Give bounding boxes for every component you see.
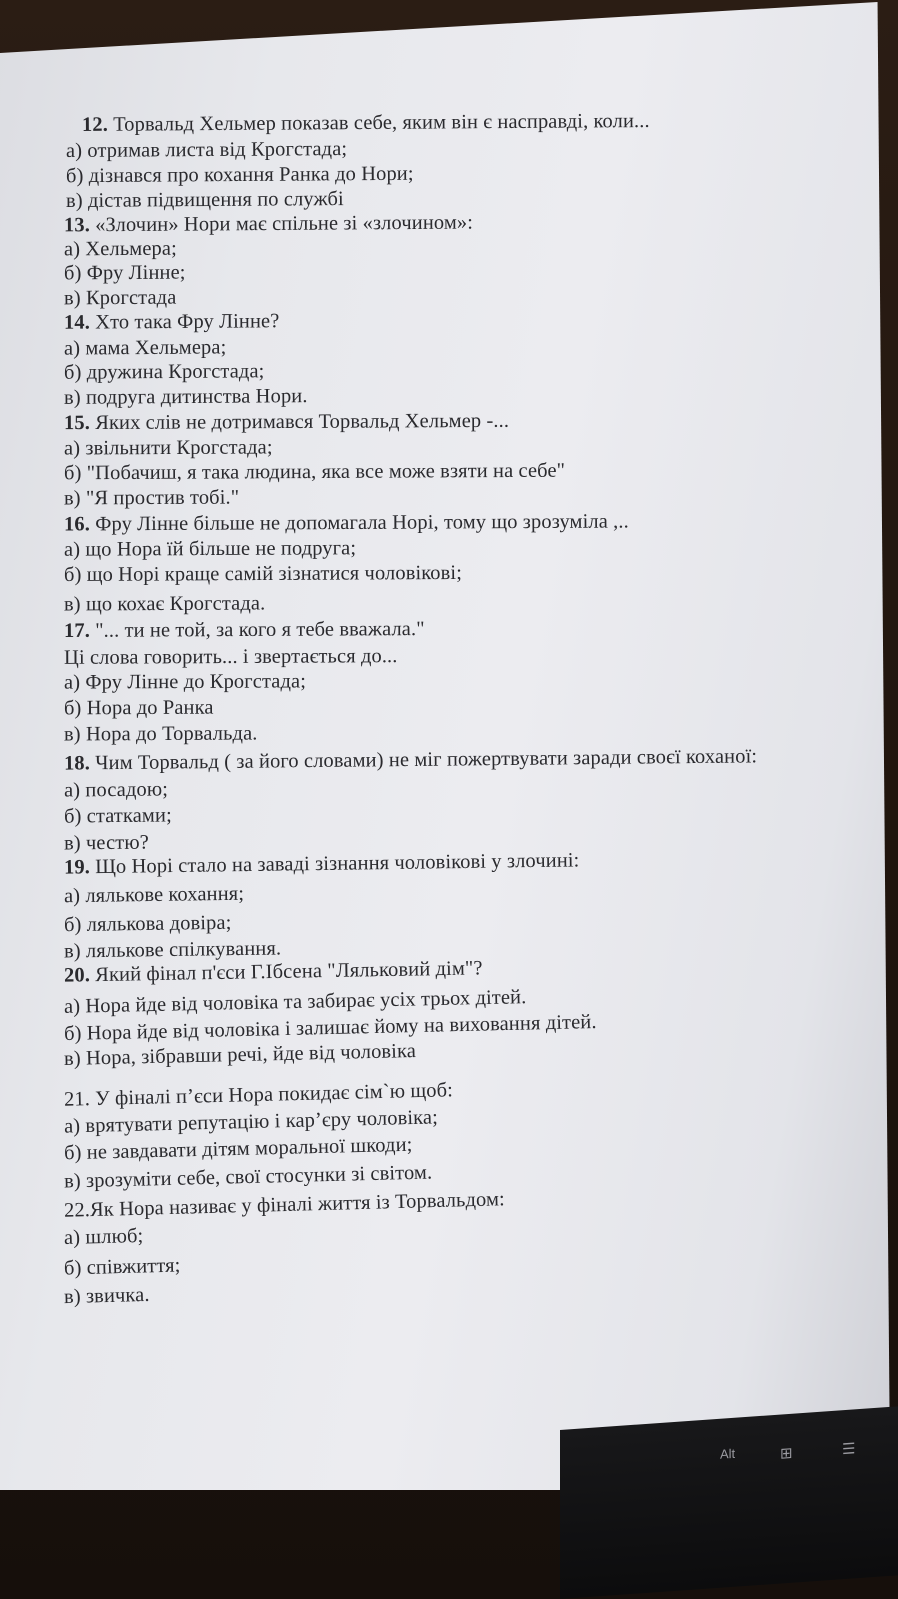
line-text: в) подруга дитинства Нори. bbox=[63, 385, 308, 409]
answer-line bbox=[64, 1253, 181, 1280]
line-text: в) Нора, зібравши речі, йде від чоловіка bbox=[63, 1040, 417, 1070]
answer-line bbox=[64, 803, 172, 828]
question-line bbox=[64, 211, 473, 238]
line-text: б) співжиття; bbox=[63, 1254, 181, 1280]
answer-line bbox=[64, 644, 398, 670]
answer-line bbox=[64, 237, 177, 262]
line-text: "... ти не той, за кого я тебе вважала." bbox=[89, 618, 425, 642]
line-text: б) Нора йде від чоловіка і залишає йому на виховання дітей. bbox=[63, 1010, 597, 1046]
answer-line bbox=[64, 591, 265, 616]
answer-line bbox=[64, 1133, 413, 1166]
line-text: а) що Нора їй більше не подруга; bbox=[63, 537, 357, 561]
line-text: а) отримав листа від Крогстада; bbox=[65, 138, 348, 162]
question-number: 17. bbox=[63, 619, 90, 642]
line-text: а) шлюб; bbox=[63, 1224, 144, 1250]
line-text: 21. У фіналі п’єси Нора покидає сім`ю щоб: bbox=[63, 1079, 454, 1111]
alt-key-label: Alt bbox=[720, 1445, 736, 1462]
question-number: 15. bbox=[63, 412, 90, 435]
line-text: в) Нора до Торвальда. bbox=[63, 722, 258, 746]
line-text: б) статками; bbox=[63, 804, 172, 828]
line-text: Який фінал п'єси Г.Ібсена "Ляльковий дім"? bbox=[89, 957, 483, 987]
line-text: в) звичка. bbox=[63, 1283, 150, 1309]
line-text: а) врятувати репутацію і кар’єру чоловіка; bbox=[63, 1106, 439, 1138]
menu-key-icon: ☰ bbox=[842, 1440, 856, 1459]
answer-line bbox=[64, 561, 462, 587]
answer-line bbox=[64, 261, 186, 286]
line-text: 22.Як Нора називає у фіналі життя із Торвальдом: bbox=[63, 1188, 506, 1222]
question-number: 12. bbox=[81, 113, 109, 136]
line-text: Що Норі стало на заваді зізнання чоловікові у злочині: bbox=[89, 849, 580, 879]
line-text: Чим Торвальд ( за його словами) не міг пожертвувати заради своєї коханої: bbox=[89, 745, 758, 775]
line-text: Ці слова говорить... і звертається до... bbox=[63, 645, 398, 669]
line-text: б) дружина Крогстада; bbox=[63, 360, 265, 384]
line-text: а) лялькове кохання; bbox=[63, 882, 245, 908]
line-text: б) що Норі краще самій зізнатися чоловікові; bbox=[63, 561, 463, 587]
answer-line bbox=[64, 486, 239, 511]
line-text: а) Фру Лінне до Крогстада; bbox=[63, 670, 307, 694]
answer-line bbox=[64, 335, 227, 360]
line-text: Хто така Фру Лінне? bbox=[89, 310, 280, 334]
answer-line bbox=[64, 1224, 144, 1250]
line-text: б) не завдавати дітям моральної шкоди; bbox=[63, 1133, 413, 1165]
line-text: Фру Лінне більше не допомагала Норі, тому що зрозуміла ,.. bbox=[89, 510, 629, 536]
line-text: а) Хельмера; bbox=[63, 237, 177, 261]
question-line bbox=[82, 109, 650, 137]
answer-line bbox=[66, 162, 414, 188]
line-text: в) лялькове спілкування. bbox=[63, 937, 282, 963]
line-text: в) "Я простив тобі." bbox=[63, 486, 240, 510]
answer-line bbox=[64, 359, 265, 384]
question-line bbox=[64, 309, 280, 335]
answer-line bbox=[64, 536, 356, 562]
line-text: Торвальд Хельмер показав себе, яким він є насправді, коли... bbox=[107, 110, 650, 136]
line-text: в) дістав підвищення по службі bbox=[65, 188, 344, 212]
question-line bbox=[64, 409, 509, 435]
answer-line bbox=[66, 137, 347, 163]
answer-line bbox=[64, 1283, 150, 1309]
line-text: б) дізнався про кохання Ранка до Нори; bbox=[65, 162, 414, 188]
answer-line bbox=[64, 882, 244, 909]
answer-line bbox=[64, 696, 214, 721]
line-text: б) "Побачиш, я така людина, яка все може взяти на себе" bbox=[63, 459, 566, 485]
line-text: а) мама Хельмера; bbox=[63, 336, 227, 360]
question-number: 14. bbox=[63, 311, 91, 334]
line-text: б) лялькова довіра; bbox=[63, 911, 232, 937]
answer-line bbox=[64, 384, 308, 410]
answer-line bbox=[64, 911, 232, 937]
answer-line bbox=[64, 777, 168, 802]
question-number: 13. bbox=[63, 214, 91, 237]
answer-line bbox=[66, 187, 344, 213]
windows-key-icon: ⊞ bbox=[780, 1444, 793, 1463]
line-text: в) честю? bbox=[63, 831, 150, 855]
question-number: 16. bbox=[63, 513, 90, 536]
answer-line bbox=[64, 459, 565, 486]
question-number: 18. bbox=[63, 752, 91, 775]
answer-line bbox=[64, 286, 177, 311]
answer-line bbox=[64, 435, 273, 460]
question-line bbox=[64, 617, 425, 643]
answer-line bbox=[64, 721, 258, 746]
question-line bbox=[64, 510, 629, 537]
line-text: в) Крогстада bbox=[63, 286, 177, 310]
line-text: в) що кохає Крогстада. bbox=[63, 592, 266, 616]
answer-line bbox=[64, 1187, 505, 1223]
line-text: а) Нора йде від чоловіка та забирає усіх трьох дітей. bbox=[63, 986, 527, 1018]
line-text: «Злочин» Нори має спільне зі «злочином»: bbox=[89, 211, 474, 237]
question-line bbox=[64, 744, 757, 775]
question-number: 19. bbox=[63, 856, 91, 879]
line-text: в) зрозуміти себе, свої стосунки зі світом. bbox=[63, 1161, 433, 1193]
line-text: б) Фру Лінне; bbox=[63, 261, 186, 285]
line-text: а) посадою; bbox=[63, 778, 169, 802]
answer-line bbox=[64, 831, 149, 856]
question-number: 20. bbox=[63, 964, 91, 987]
answer-line bbox=[64, 669, 306, 694]
answer-line bbox=[64, 1161, 433, 1194]
line-text: б) Нора до Ранка bbox=[63, 696, 214, 720]
line-text: Яких слів не дотримався Торвальд Хельмер -... bbox=[89, 409, 510, 435]
line-text: а) звільнити Крогстада; bbox=[63, 436, 273, 460]
